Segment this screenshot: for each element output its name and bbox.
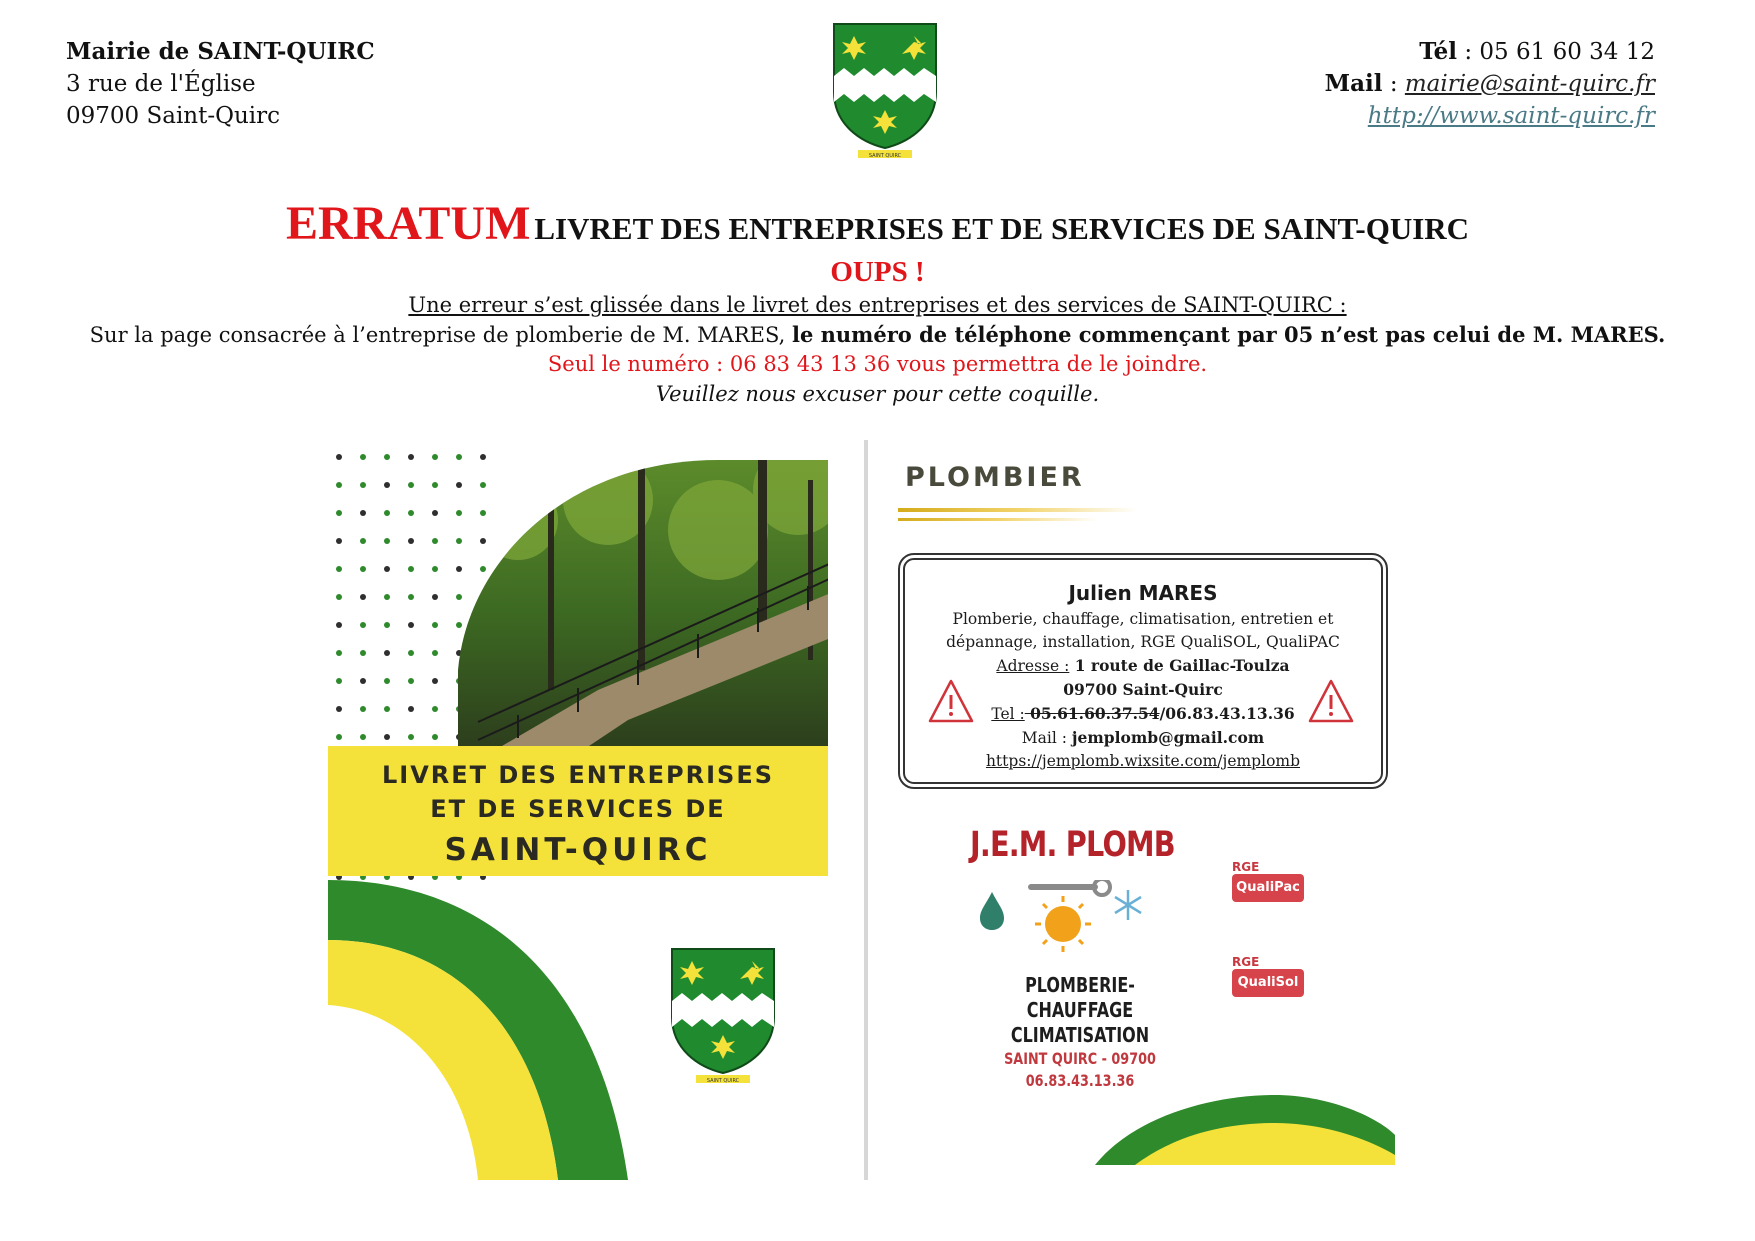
decorative-dot (432, 538, 438, 544)
decorative-dot (408, 510, 414, 516)
decorative-dot (336, 510, 342, 516)
decorative-dot (432, 734, 438, 740)
decorative-dot (384, 706, 390, 712)
page-title (0, 196, 1755, 251)
logo-line2: CLIMATISATION (1010, 1023, 1150, 1047)
decorative-dot (408, 538, 414, 544)
tel-label: Tel : (991, 705, 1025, 723)
card-mail-value: jemplomb@gmail.com (1071, 728, 1265, 747)
business-card (898, 553, 1388, 789)
contact-block (1325, 36, 1655, 132)
heading-underline-2 (898, 518, 1098, 521)
decorative-dot (360, 454, 366, 460)
decorative-dot (432, 594, 438, 600)
card-mail-label: Mail : (1021, 729, 1072, 747)
decorative-dot (360, 622, 366, 628)
correct-number-text: Seul le numéro : 06 83 43 13 36 vous permettra de le joindre. (547, 352, 1208, 376)
error-explanation-text: Sur la page consacrée à l’entreprise de plomberie de M. MARES, (89, 323, 792, 347)
decorative-dot (432, 566, 438, 572)
mail-separator: : (1389, 71, 1398, 97)
sun-icon (1035, 896, 1091, 952)
decorative-dot (384, 538, 390, 544)
page-fold-divider (864, 440, 868, 1180)
cover-title-line1: LIVRET DES ENTREPRISES (381, 761, 775, 789)
warning-icon (927, 678, 975, 724)
rge-label: RGE (1232, 860, 1260, 874)
decorative-dot (408, 650, 414, 656)
green-yellow-arc-page (1095, 1095, 1395, 1165)
decorative-dot (336, 454, 342, 460)
decorative-dot (384, 482, 390, 488)
address-line (905, 654, 1381, 678)
decorative-dot (384, 650, 390, 656)
intro-text: Une erreur s’est glissée dans le livret des entreprises et des services de SAINT-QUIRC : (408, 293, 1347, 317)
heading-underline (898, 508, 1138, 512)
tel-struck-number: 05.61.60.37.54 (1024, 704, 1160, 723)
mail-line-card (905, 726, 1381, 750)
logo-line3: SAINT QUIRC - 09700 (1004, 1049, 1156, 1068)
decorative-dot (408, 454, 414, 460)
website-line (1325, 100, 1655, 132)
decorative-dot (432, 454, 438, 460)
decorative-dot (384, 678, 390, 684)
rge-qualisol-badge (1228, 955, 1308, 999)
logo-line4: 06.83.43.13.36 (1025, 1071, 1135, 1090)
mail-label: Mail (1324, 70, 1383, 97)
decorative-dot (432, 706, 438, 712)
tel-correct-number: /06.83.43.13.36 (1159, 704, 1295, 723)
decorative-dot (384, 566, 390, 572)
decorative-dot (360, 538, 366, 544)
decorative-dot (336, 706, 342, 712)
decorative-dot (408, 482, 414, 488)
qualisol-label: QualiSol (1232, 969, 1304, 997)
decorative-dot (384, 454, 390, 460)
decorative-dot (432, 510, 438, 516)
decorative-dot (336, 566, 342, 572)
warning-icon (1307, 678, 1355, 724)
cover-crest-logo (668, 945, 778, 1085)
jem-plomb-logo-text (984, 973, 1176, 1092)
decorative-dot (408, 706, 414, 712)
rge-qualipac-badge (1228, 860, 1308, 904)
plombier-heading: PLOMBIER (905, 462, 1085, 493)
phone-value: : 05 61 60 34 12 (1464, 39, 1655, 65)
decorative-dot (384, 622, 390, 628)
decorative-dot (336, 650, 342, 656)
cover-title-line2: ET DE SERVICES DE (430, 795, 726, 823)
decorative-dot (360, 594, 366, 600)
phone-line (1325, 36, 1655, 68)
decorative-dot (432, 482, 438, 488)
svg-text:SAINT QUIRC: SAINT QUIRC (868, 153, 902, 159)
snowflake-icon (1115, 890, 1141, 920)
error-explanation-bold: le numéro de téléphone commençant par 05 n’est pas celui de M. MARES. (791, 322, 1666, 347)
business-card-text (905, 578, 1381, 773)
decorative-dot (384, 734, 390, 740)
jem-plomb-logo-title: J.E.M. PLOMB (970, 825, 1175, 865)
decorative-dot (408, 566, 414, 572)
error-explanation (0, 322, 1755, 347)
decorative-dot (432, 622, 438, 628)
rge-label: RGE (1232, 955, 1260, 969)
booklet-cover-image (328, 440, 828, 1180)
decorative-dot (360, 482, 366, 488)
mairie-street: 3 rue de l'Église (66, 71, 256, 97)
erratum-word: ERRATUM (285, 197, 531, 250)
title-rest: LIVRET DES ENTREPRISES ET DE SERVICES DE SAINT-QUIRC (534, 211, 1470, 246)
phone-label: Tél (1419, 38, 1458, 65)
decorative-dot (360, 566, 366, 572)
decorative-dot (336, 538, 342, 544)
decorative-dot (336, 734, 342, 740)
decorative-dot (408, 734, 414, 740)
decorative-dot (336, 678, 342, 684)
svg-text:SAINT QUIRC: SAINT QUIRC (706, 1078, 740, 1084)
mairie-name: Mairie de SAINT-QUIRC (66, 38, 375, 65)
decorative-dot (336, 594, 342, 600)
service-desc-2: dépannage, installation, RGE QualiSOL, QualiPAC (946, 633, 1340, 651)
address-value: 1 route de Gaillac-Toulza (1069, 656, 1290, 675)
decorative-dot (336, 622, 342, 628)
logo-line1: PLOMBERIE-CHAUFFAGE (1025, 973, 1135, 1022)
decorative-dot (432, 678, 438, 684)
qualipac-label: QualiPac (1232, 874, 1304, 902)
wrench-icon (1028, 880, 1110, 895)
apology-text: Veuillez nous excuser pour cette coquille. (655, 382, 1100, 406)
mail-link[interactable]: mairie@saint-quirc.fr (1404, 71, 1655, 97)
website-link[interactable]: http://www.saint-quirc.fr (1367, 103, 1655, 129)
decorative-dot (360, 650, 366, 656)
decorative-dot (384, 510, 390, 516)
oups-heading: OUPS ! (830, 256, 925, 288)
mairie-address-block (66, 36, 375, 132)
saint-quirc-crest-logo (830, 20, 940, 160)
service-desc-1: Plomberie, chauffage, climatisation, entretien et (952, 610, 1334, 628)
cover-title-line3: SAINT-QUIRC (444, 832, 712, 868)
cover-title (328, 758, 828, 874)
decorative-dot (360, 678, 366, 684)
website-url[interactable]: https://jemplomb.wixsite.com/jemplomb (985, 752, 1301, 770)
decorative-dot (360, 510, 366, 516)
address-label: Adresse : (996, 657, 1070, 675)
mail-line (1325, 68, 1655, 100)
forest-bridge-photo (458, 460, 828, 760)
decorative-dot (408, 594, 414, 600)
decorative-dot (384, 594, 390, 600)
decorative-dot (336, 482, 342, 488)
city-value: 09700 Saint-Quirc (1063, 680, 1223, 699)
decorative-dot (360, 706, 366, 712)
plumber-name: Julien MARES (1068, 581, 1218, 605)
decorative-dot (408, 622, 414, 628)
plumbing-icons (978, 880, 1148, 960)
water-drop-icon (980, 892, 1004, 930)
decorative-dot (432, 650, 438, 656)
decorative-dot (360, 734, 366, 740)
decorative-dot (408, 678, 414, 684)
mairie-city: 09700 Saint-Quirc (66, 103, 281, 129)
